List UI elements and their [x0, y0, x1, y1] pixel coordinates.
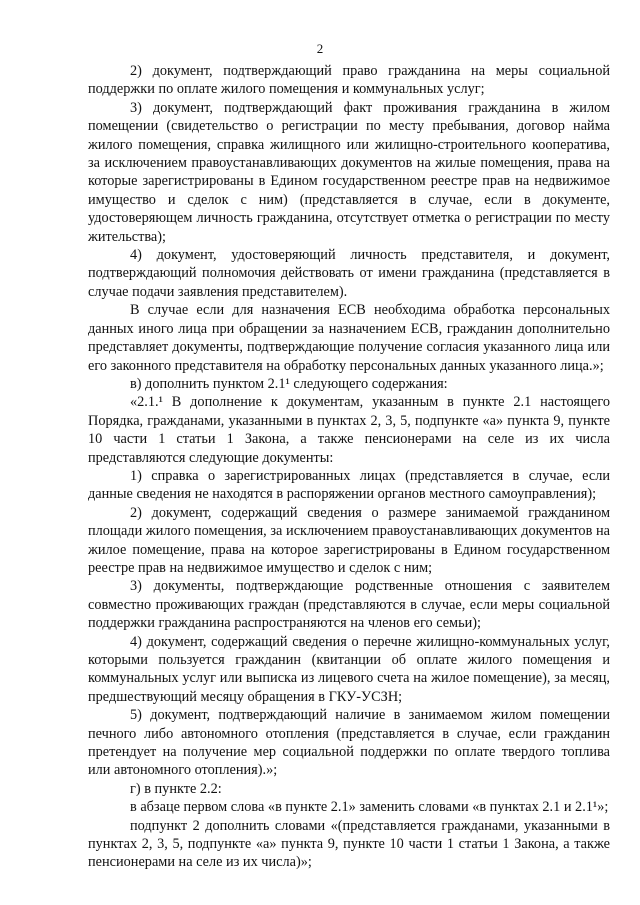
paragraph-list-item-5: 5) документ, подтверждающий наличие в занимаемом жилом помещении печного либо автономного отопления (представляется в случае, если гражданин претендует на получение мер социальной поддержки по оплате твердого топлива или автономного отопления).»;	[88, 707, 610, 779]
paragraph-amendment-g: г) в пункте 2.2:	[130, 780, 222, 797]
paragraph-abzac-first: в абзаце первом слова «в пункте 2.1» заменить словами «в пунктах 2.1 и 2.1¹»;	[130, 799, 609, 816]
paragraph-item-2: 2) документ, подтверждающий право гражданина на меры социальной поддержки по оплате жилого помещения и коммунальных услуг;	[88, 63, 610, 98]
paragraph-point-2-1-1: «2.1.¹ В дополнение к документам, указанным в пункте 2.1 настоящего Порядка, гражданами, указанными в пунктах 2, 3, 5, подпункте «а» пункта 9, пункте 10 части 1 статьи 1 Закона, а также пенсионерами на селе из их числа представляются следующие документы:	[88, 394, 610, 466]
paragraph-list-item-2: 2) документ, содержащий сведения о размере занимаемой гражданином площади жилого помещения, за исключением правоустанавливающих документов на жилое помещение, права на которое зарегистрированы в Едином государственном реестре прав на недвижимое имущество и сделок с ним;	[88, 504, 610, 576]
document-body	[88, 62, 610, 872]
paragraph-item-4: 4) документ, удостоверяющий личность представителя, и документ, подтверждающий полномочия действовать от имени гражданина (представляется в случае подачи заявления представителем).	[88, 247, 610, 300]
paragraph-list-item-1: 1) справка о зарегистрированных лицах (представляется в случае, если данные сведения не находятся в распоряжении органов местного самоуправления);	[88, 467, 610, 503]
paragraph-list-item-4: 4) документ, содержащий сведения о перечне жилищно-коммунальных услуг, которыми пользуется гражданин (квитанции об оплате жилого помещения и коммунальных услуг или выписка из лицевого счета на жилое помещение), за месяц, предшествующий месяцу обращения в ГКУ-УСЗН;	[88, 633, 610, 705]
paragraph-amendment-v: в) дополнить пунктом 2.1¹ следующего содержания:	[130, 375, 448, 392]
page-number: 2	[316, 41, 324, 56]
paragraph-item-3: 3) документ, подтверждающий факт проживания гражданина в жилом помещении (свидетельство о регистрации по месту пребывания, договор найма жилого помещения, справка жилищного или жилищно-строительного кооператива, за исключением правоустанавливающих документов на жилые помещения, права на которые зарегистрированы в Едином государственном реестре прав на недвижимое имущество и сделок с ним) (представляется в случае, если в документе, удостоверяющем личность гражданина, отсутствует отметка о регистрации по месту жительства);	[88, 99, 610, 245]
paragraph-personal-data: В случае если для назначения ЕСВ необходима обработка персональных данных иного лица при обращении за назначением ЕСВ, гражданин дополнительно представляет документы, подтверждающие получение согласия указанного лица или его законного представителя на обработку персональных данных указанного лица.»;	[88, 302, 610, 374]
paragraph-subpoint-2: подпункт 2 дополнить словами «(представляется гражданами, указанными в пунктах 2, 3, 5, подпункте «а» пункта 9, пункте 10 части 1 статьи 1 Закона, а также пенсионерами на селе из их числа)»;	[88, 817, 610, 871]
paragraph-list-item-3: 3) документы, подтверждающие родственные отношения с заявителем совместно проживающих граждан (представляются в случае, если меры социальной поддержки гражданина распространяются на членов его семьи);	[88, 578, 610, 632]
